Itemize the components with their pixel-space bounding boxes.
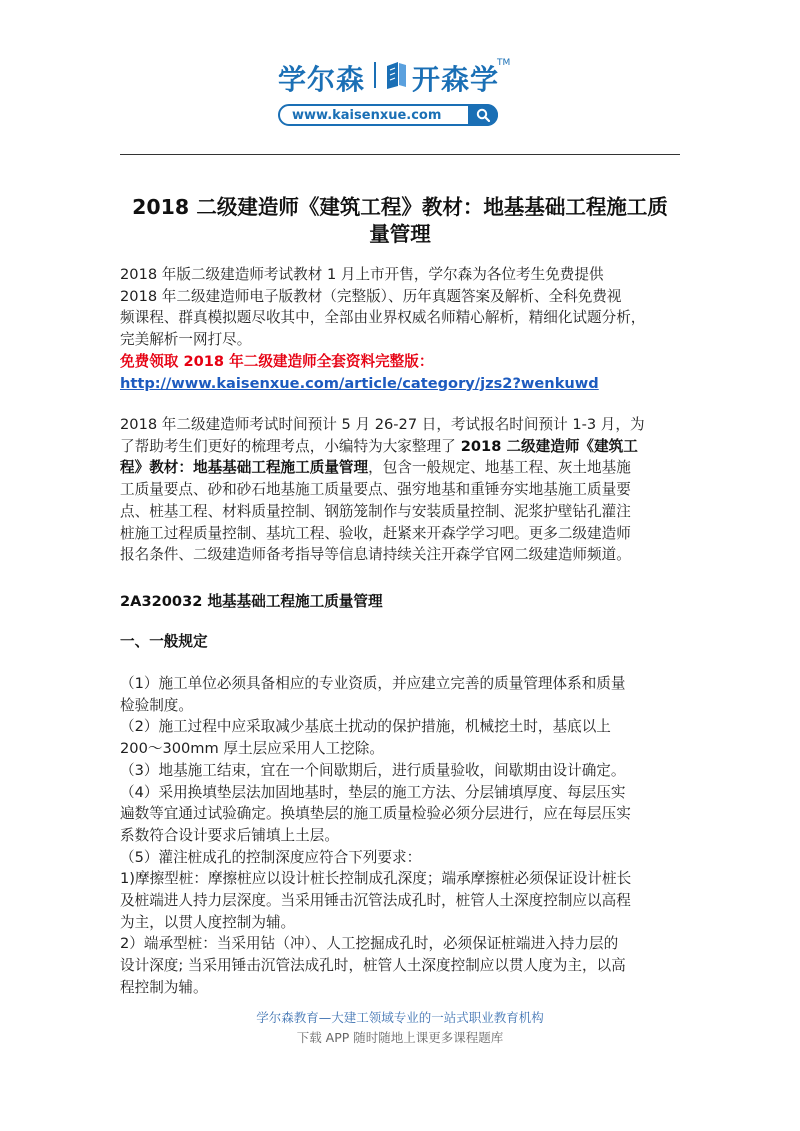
body-line: 系数符合设计要求后铺填上土层。 [120,826,339,844]
website-url-bar[interactable] [278,104,498,126]
footer-tagline: 学尔森教育—大建工领域专业的一站式职业教育机构 [256,1010,544,1025]
intro-line: 完美解析一网打尽。 [120,331,252,349]
intro-line: 频课程、群真模拟题尽收其中，全部由业界权威名师精心解析，精细化试题分析， [120,309,646,327]
intro-line: 2018 年版二级建造师考试教材 1 月上市开售，学尔森为各位考生免费提供 [120,266,604,283]
title-line-2: 量管理 [369,222,431,246]
brand-logo [270,58,510,133]
logo-wordmark [270,58,510,94]
section-heading: 2A320032 地基基础工程施工质量管理 [120,593,383,610]
footer-app-promo: 下载 APP 随时随地上课更多课程题库 [296,1030,504,1045]
trademark-mark: TM [497,58,511,68]
body-line: 遍数等宜通过试验确定。换填垫层的施工质量检验必须分层进行，应在每层压实 [120,805,631,823]
para-bold-text: 程》教材：地基基础工程施工质量管理 [120,459,369,477]
brand-name-left: 学尔森 [278,63,366,96]
resource-link[interactable]: http://www.kaisenxue.com/article/category/jzs2?wenkuwd [120,374,599,392]
body-line: 为主，以贯人度控制为辅。 [120,913,296,931]
intro-line: 2018 年二级建造师电子版教材（完整版）、历年真题答案及解析、全科免费视 [120,287,622,305]
body-line: （1）施工单位必须具备相应的专业资质，并应建立完善的质量管理体系和质量 [120,675,626,692]
para-line: 桩施工过程质量控制、基坑工程、验收，赶紧来开森学学习吧。更多二级建造师 [120,524,631,542]
body-line: （2）施工过程中应采取减少基底土扰动的保护措施，机械挖土时，基底以上 [120,718,611,736]
para-line: 工质量要点、砂和砂石地基施工质量要点、强穷地基和重锤夯实地基施工质量要 [120,481,631,499]
body-line: 设计深度; 当采用锤击沉管法成孔时，桩管人土深度控制应以贯人度为主，以高 [120,957,626,975]
header-divider [120,154,680,155]
search-button[interactable] [468,104,498,126]
para-line: 2018 年二级建造师考试时间预计 5 月 26-27 日，考试报名时间预计 1-3 月，为 [120,416,645,433]
intro-paragraph [120,264,686,394]
general-rules-body [120,673,686,999]
body-line: 2）端承型桩：当采用钻（冲）、人工挖掘成孔时，必须保证桩端进入持力层的 [120,935,619,953]
document-title [118,194,682,248]
brand-name-right: 开森学 [412,63,500,96]
body-line: 检验制度。 [120,696,193,714]
para-line: 报名条件、二级建造师备考指导等信息请持续关注开森学官网二级建造师频道。 [120,546,631,564]
free-download-notice: 免费领取 2018 年二级建造师全套资料完整版： [120,352,434,370]
body-line: （5）灌注桩成孔的控制深度应符合下列要求： [120,848,422,866]
search-icon [476,108,490,122]
subsection-heading: 一、一般规定 [120,633,208,650]
website-url[interactable]: www.kaisenxue.com [292,108,442,123]
para-line: 点、桩基工程、材料质量控制、钢筋笼制作与安装质量控制、泥浆护壁钻孔灌注 [120,502,631,520]
para-text: ，包含一般规定、地基工程、灰土地基施 [368,459,631,477]
title-line-1: 2018 二级建造师《建筑工程》教材：地基基础工程施工质 [132,195,668,219]
exam-info-paragraph [120,414,686,566]
body-line: 程控制为辅。 [120,978,208,996]
body-line: （3）地基施工结束，宜在一个间歇期后，进行质量验收，间歇期由设计确定。 [120,761,626,779]
logo-divider [374,62,376,88]
book-mark-icon [384,60,408,90]
para-text: 了帮助考生们更好的梳理考点，小编特为大家整理了 [120,437,456,455]
body-line: 及桩端进人持力层深度。当采用锤击沉管法成孔时，桩管人土深度控制应以高程 [120,892,631,910]
body-line: 1)摩擦型桩：摩擦桩应以设计桩长控制成孔深度；端承摩擦桩必须保证设计桩长 [120,870,632,888]
para-bold-text: 2018 二级建造师《建筑工 [455,437,638,455]
body-line: 200～300mm 厚土层应采用人工挖除。 [120,740,384,758]
body-line: （4）采用换填垫层法加固地基时，垫层的施工方法、分层铺填厚度、每层压实 [120,783,626,801]
